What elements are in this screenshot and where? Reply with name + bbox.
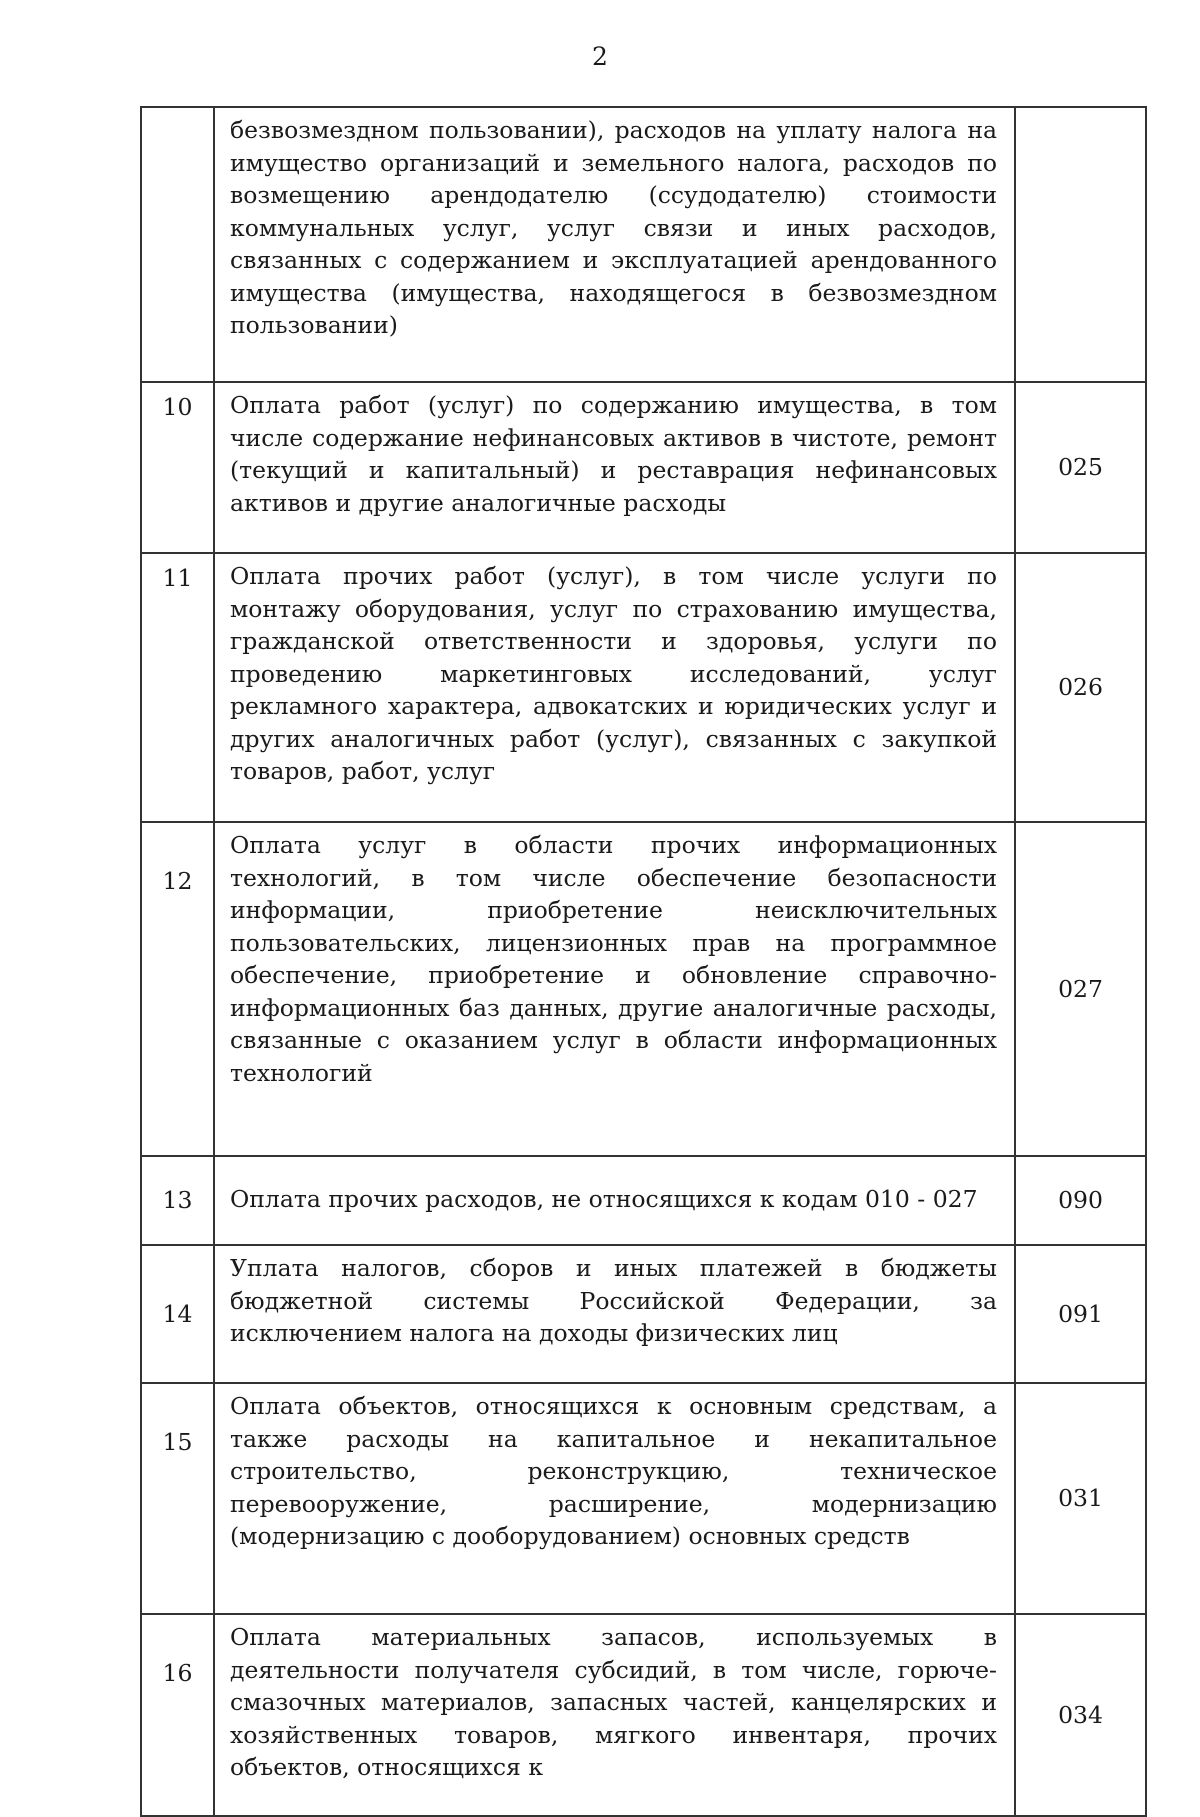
row-code: 091 [1015,1245,1146,1383]
row-number: 14 [141,1245,214,1383]
row-description: Оплата прочих работ (услуг), в том числе услуги по монтажу оборудования, услуг по страхованию имущества, гражданской ответственности и здоровья, услуги по проведению маркетинговых исследований, услуг рекламного характера, адвокатских и юридических услуг и других аналогичных работ (услуг), связанных с закупкой товаров, работ, услуг [214,553,1015,822]
row-description: Оплата объектов, относящихся к основным средствам, а также расходы на капитальное и некапитальное строительство, реконструкцию, техническое перевооружение, расширение, модернизацию (модернизацию с дооборудованием) основных средств [214,1383,1015,1614]
row-code [1015,107,1146,382]
row-description: безвозмездном пользовании), расходов на уплату налога на имущество организаций и земельного налога, расходов по возмещению арендодателю (ссудодателю) стоимости коммунальных услуг, услуг связи и иных расходов, связанных с содержанием и эксплуатацией арендованного имущества (имущества, находящегося в безвозмездном пользовании) [214,107,1015,382]
expense-codes-table [140,106,1147,1817]
table-row [141,822,1146,1156]
table-row [141,1245,1146,1383]
row-number: 10 [141,382,214,553]
row-code: 027 [1015,822,1146,1156]
table-row [141,1614,1146,1816]
row-code: 034 [1015,1614,1146,1816]
row-number: 11 [141,553,214,822]
table-row [141,107,1146,382]
row-code: 031 [1015,1383,1146,1614]
page-number: 2 [592,42,608,71]
row-code: 025 [1015,382,1146,553]
table-row [141,1156,1146,1245]
row-description: Оплата прочих расходов, не относящихся к кодам 010 - 027 [214,1156,1015,1245]
table-row [141,382,1146,553]
row-number [141,107,214,382]
row-description: Оплата работ (услуг) по содержанию имущества, в том числе содержание нефинансовых активов в чистоте, ремонт (текущий и капитальный) и реставрация нефинансовых активов и другие аналогичные расходы [214,382,1015,553]
row-number: 13 [141,1156,214,1245]
row-number: 16 [141,1614,214,1816]
row-description: Уплата налогов, сборов и иных платежей в бюджеты бюджетной системы Российской Федерации, за исключением налога на доходы физических лиц [214,1245,1015,1383]
row-number: 12 [141,822,214,1156]
row-number: 15 [141,1383,214,1614]
table-row [141,1383,1146,1614]
table-row [141,553,1146,822]
row-code: 090 [1015,1156,1146,1245]
row-description: Оплата услуг в области прочих информационных технологий, в том числе обеспечение безопасности информации, приобретение неисключительных пользовательских, лицензионных прав на программное обеспечение, приобретение и обновление справочно-информационных баз данных, другие аналогичные расходы, связанные с оказанием услуг в области информационных технологий [214,822,1015,1156]
row-code: 026 [1015,553,1146,822]
row-description: Оплата материальных запасов, используемых в деятельности получателя субсидий, в том числе, горюче-смазочных материалов, запасных частей, канцелярских и хозяйственных товаров, мягкого инвентаря, прочих объектов, относящихся к [214,1614,1015,1816]
